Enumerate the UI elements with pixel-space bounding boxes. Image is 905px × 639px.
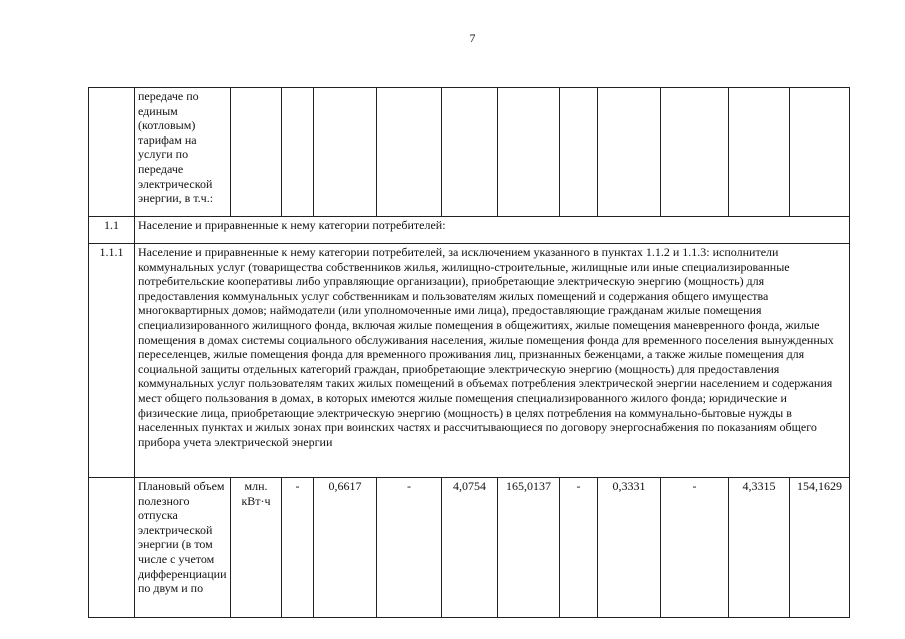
empty-cell [729, 88, 790, 217]
tariff-table [88, 87, 850, 618]
row-label-cell: передаче по единым (котловым) тарифам на услуги по передаче электрической энергии, в т.ч.: [135, 88, 231, 217]
table-row-continuation [89, 88, 850, 217]
value-cell: - [661, 478, 729, 618]
category-heading-cell: Население и приравненные к нему категории потребителей: [135, 217, 850, 244]
empty-cell [790, 88, 850, 217]
row-label-cell: Плановый объем полезного отпуска электрической энергии (в том числе с учетом дифференциации по двум и по [135, 478, 231, 618]
row-number-cell [89, 478, 135, 618]
value-cell: 4,3315 [729, 478, 790, 618]
value-cell: 0,3331 [598, 478, 661, 618]
value-cell: 0,6617 [314, 478, 377, 618]
value-cell: 4,0754 [442, 478, 498, 618]
empty-cell [282, 88, 314, 217]
empty-cell [598, 88, 661, 217]
empty-cell [560, 88, 598, 217]
empty-cell [661, 88, 729, 217]
value-cell: - [560, 478, 598, 618]
row-number-cell [89, 88, 135, 217]
empty-cell [377, 88, 442, 217]
table-row-1-1-1 [89, 244, 850, 478]
value-cell: 154,1629 [790, 478, 850, 618]
empty-cell [442, 88, 498, 217]
row-number-cell: 1.1.1 [89, 244, 135, 478]
value-cell: 165,0137 [498, 478, 560, 618]
page-number: 7 [469, 31, 476, 45]
empty-cell [231, 88, 282, 217]
row-number-cell: 1.1 [89, 217, 135, 244]
value-cell: - [377, 478, 442, 618]
value-cell: - [282, 478, 314, 618]
table-row-1-1 [89, 217, 850, 244]
category-description-cell: Население и приравненные к нему категории потребителей, за исключением указанного в пунктах 1.1.2 и 1.1.3: исполнители коммунальных услуг (товарищества собственников жилья, жилищно-строительные, жилищные или иные специализированные потребительские кооперативы либо управляющие организации), приобретающие электрическую энергию (мощность) для предоставления коммунальных услуг собственникам и пользователям жилых помещений и содержания общего имущества многоквартирных домов; наймодатели (или уполномоченные ими лица), предоставляющие гражданам жилые помещения специализированного жилищного фонда, включая жилые помещения в общежитиях, жилые помещения маневренного фонда, жилые помещения в домах системы социального обслуживания населения, жилые помещения фонда для временного поселения вынужденных переселенцев, жилые помещения фонда для временного проживания лиц, признанных беженцами, а также жилые помещения для социальной защиты отдельных категорий граждан, приобретающие электрическую энергию (мощность) для предоставления коммунальных услуг пользователям таких жилых помещений в объемах потребления электрической энергии населением и содержания мест общего пользования в домах, в которых имеются жилые помещения специализированного жилого фонда; юридические и физические лица, приобретающие электрическую энергию (мощность) в целях потребления на коммунально-бытовые нужды в населенных пунктах и жилых зонах при воинских частях и рассчитывающиеся по договору энергоснабжения по показаниям общего прибора учета электрической энергии [135, 244, 850, 478]
empty-cell [314, 88, 377, 217]
table-row-planned-volume [89, 478, 850, 618]
unit-cell: млн. кВт·ч [231, 478, 282, 618]
empty-cell [498, 88, 560, 217]
